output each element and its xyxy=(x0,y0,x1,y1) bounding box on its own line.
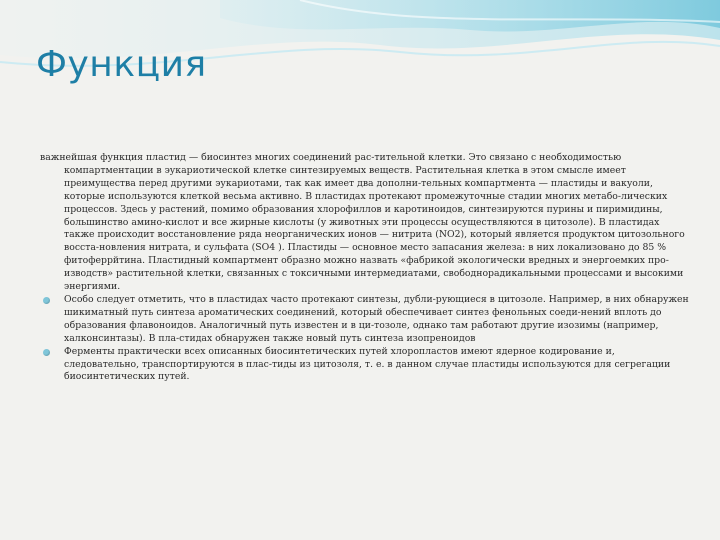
slide-body xyxy=(40,152,692,384)
bullet-item xyxy=(40,294,692,346)
bullet-text: Ферменты практически всех описанных биосинтетических путей хлоропластов имеют ядерное кодирование и, следовательно, транспортируются в плас-тиды из цитозоля, т. е. в данном случае пластиды используются для сегрегации биосинтетических путей. xyxy=(64,345,671,383)
slide-title: Функция xyxy=(36,44,207,85)
bullet-icon xyxy=(43,297,50,304)
bullet-text: Особо следует отметить, что в пластидах часто протекают синтезы, дубли-рующиеся в цитозоле. Например, в них обнаружен шикиматный путь синтеза ароматических соединений, который обеспечивает синтез фенольных соеди-нений вплоть до образования флавоноидов. Аналогичный путь известен и в ци-тозоле, однако там работают другие изозимы (например, халконсинтазы). В пла-стидах обнаружен также новый путь синтеза изопреноидов xyxy=(64,293,689,344)
intro-paragraph: важнейшая функция пластид — биосинтез многих соединений рас-тительной клетки. Это связано с необходимостью компартментации в эукариотической клетке синтезируемых веществ. Растительная клетка в этом смысле имеет преимущества перед другими эукариотами, так как имеет два дополни-тельных компартмента — пластиды и вакуоли, которые используются клеткой весьма активно. В пластидах протекают промежуточные стадии многих метабо-лических процессов. Здесь у растений, помимо образования хлорофиллов и каротиноидов, синтезируются пурины и пиримидины, большинство амино-кислот и все жирные кислоты (у животных эти процессы осуществляются в цитозоле). В пластидах также происходит восстановление ряда неорганических ионов — нитрита (NO2), который является продуктом цитозольного восста-новления нитрата, и сульфата (SO4 ). Пластиды — основное место запасания железа: в них локализовано до 85 % фитоферрйтина. Пластидный компартмент образно можно назвать «фабрикой экологически вредных и энергоемких про-изводств» растительной клетки, связанных с токсичными интермедиатами, свободнорадикальными процессами и высокими энергиями. xyxy=(40,152,685,293)
bullet-icon xyxy=(43,349,50,356)
bullet-item xyxy=(40,346,692,385)
